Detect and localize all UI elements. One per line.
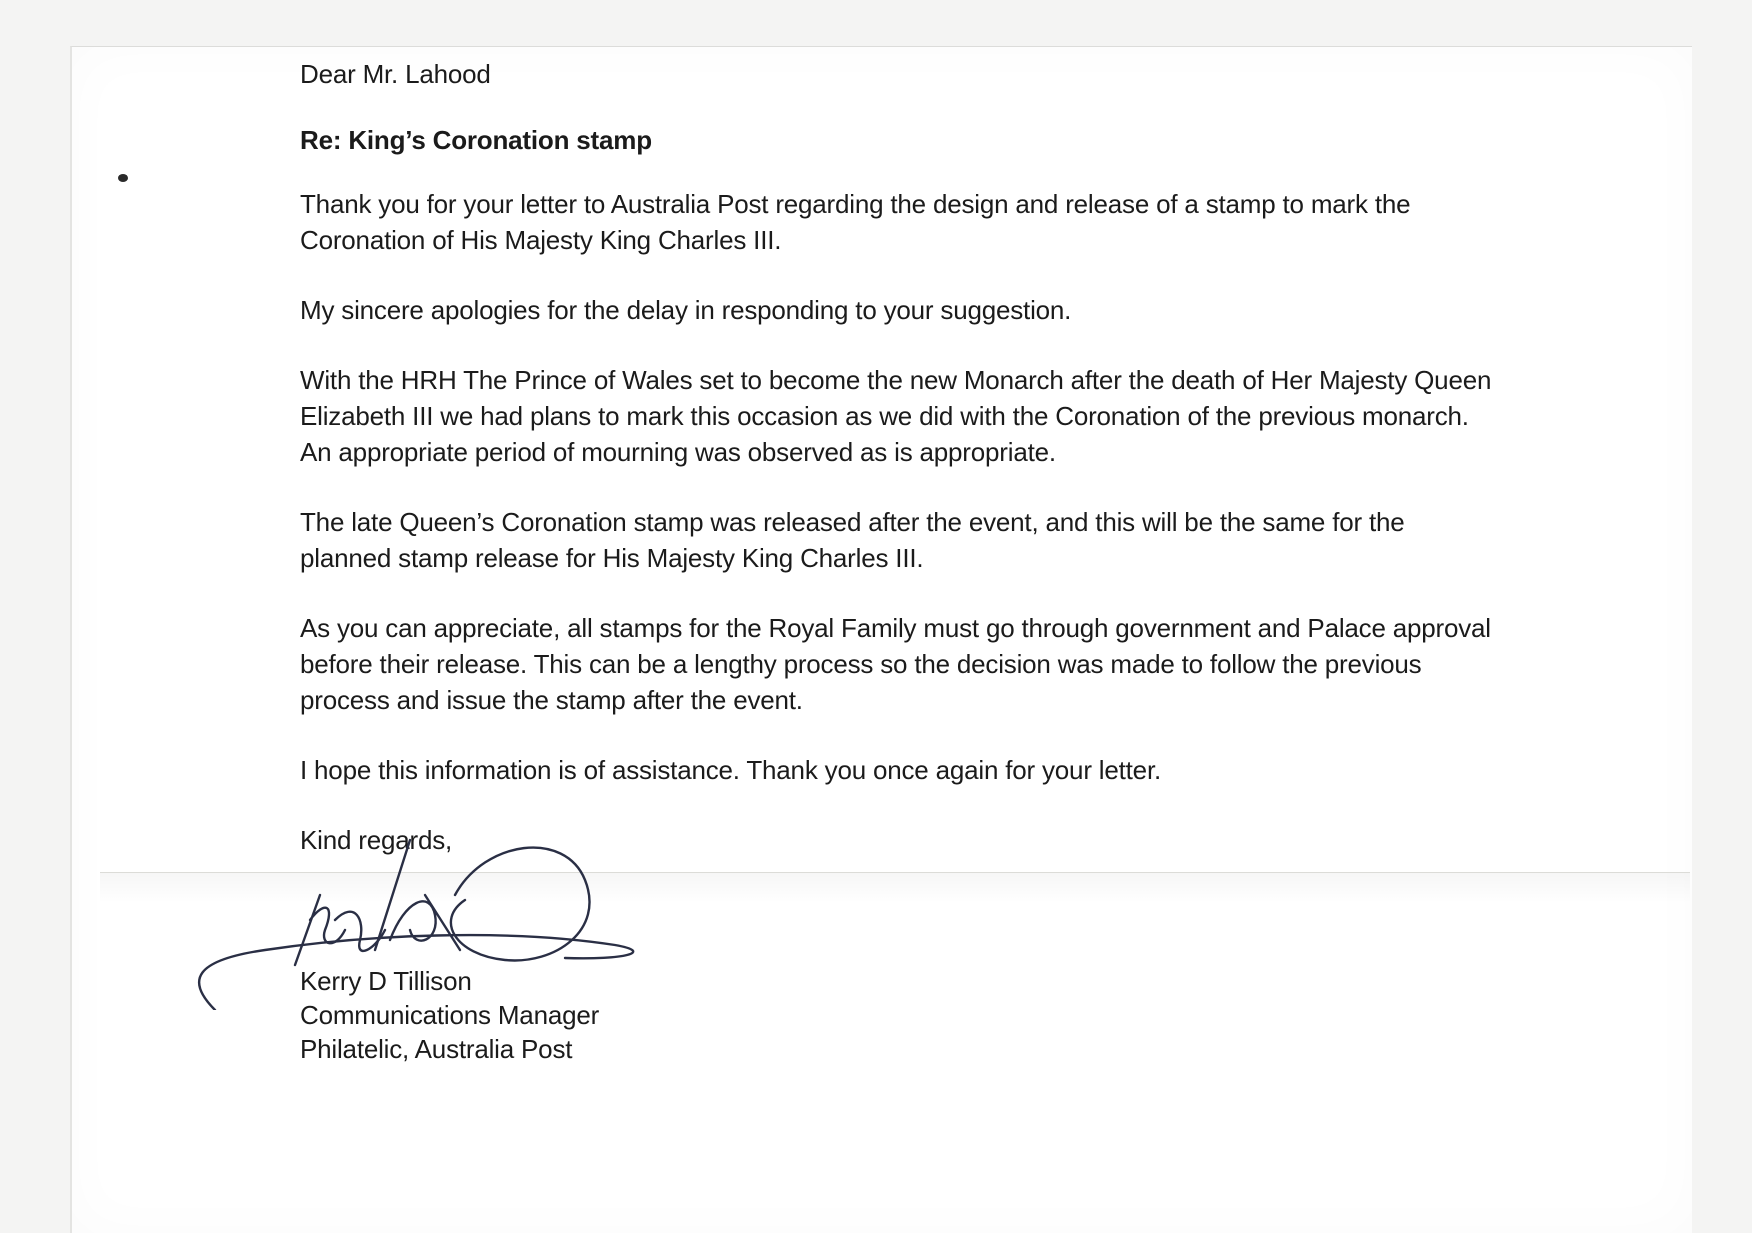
- paragraph-release-timing: The late Queen’s Coronation stamp was released after the event, and this will be the same for the planned stamp release for His Majesty King Charles III.: [300, 507, 1405, 573]
- paragraph-plans: With the HRH The Prince of Wales set to become the new Monarch after the death of Her Majesty Queen Elizabeth III we had plans to mark this occasion as we did with the Coronation of the previous monarch. An appropriate period of mourning was observed as is appropriate.: [300, 365, 1492, 467]
- signature-large-oval: [451, 848, 590, 961]
- paragraph-thanks: Thank you for your letter to Australia Post regarding the design and release of a stamp to mark the Coronation of His Majesty King Charles III.: [300, 189, 1411, 255]
- signature-underline-sweep: [199, 935, 633, 1010]
- ink-spot: [118, 174, 128, 182]
- subject-line: Re: King’s Coronation stamp: [300, 125, 652, 155]
- signature-x-mark: [390, 895, 460, 950]
- signature-initial-k: [295, 895, 345, 965]
- paragraph-apology: My sincere apologies for the delay in responding to your suggestion.: [300, 295, 1072, 325]
- signer-title: Communications Manager: [300, 1000, 600, 1030]
- salutation: Dear Mr. Lahood: [300, 59, 491, 89]
- signer-name: Kerry D Tillison: [300, 966, 472, 996]
- closing: Kind regards,: [300, 825, 453, 855]
- handwritten-signature: [185, 800, 655, 1010]
- paragraph-approval: As you can appreciate, all stamps for the Royal Family must go through government and Palace approval before their release. This can be a lengthy process so the decision was made to follow the previous process and issue the stamp after the event.: [300, 613, 1491, 715]
- signer-department: Philatelic, Australia Post: [300, 1034, 573, 1064]
- paragraph-closing-thanks: I hope this information is of assistance. Thank you once again for your letter.: [300, 755, 1161, 785]
